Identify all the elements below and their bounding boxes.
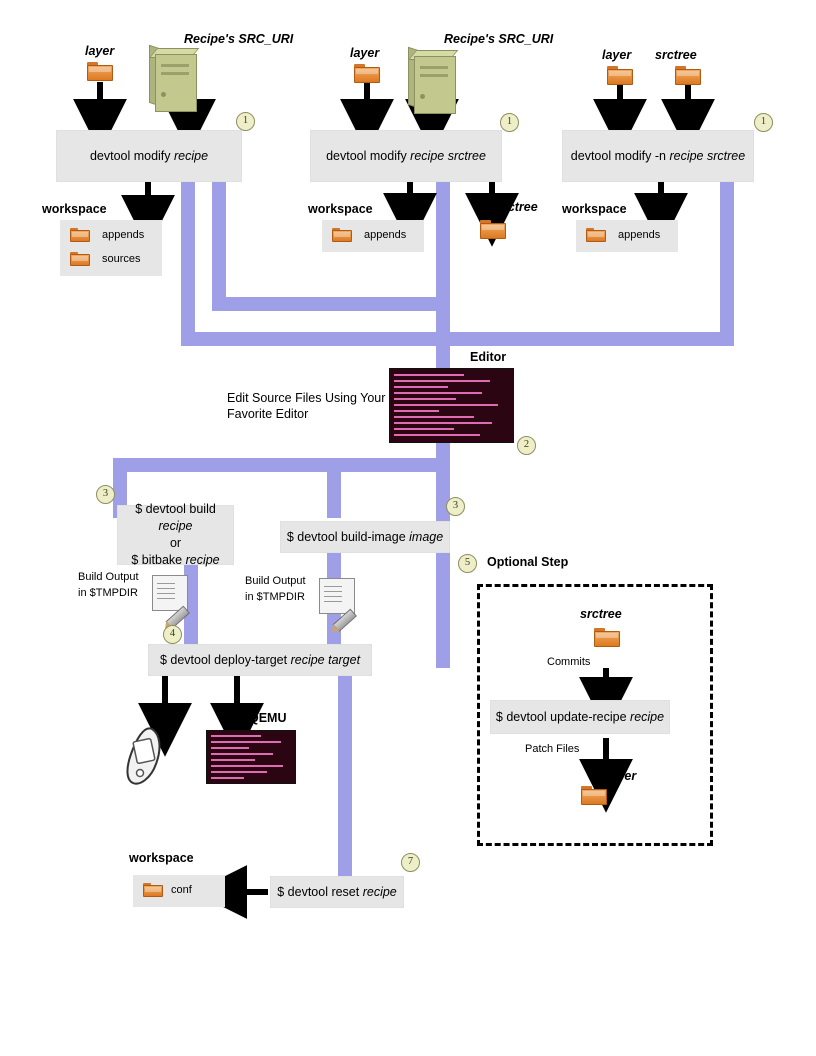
- col2-command-box[interactable]: [310, 130, 502, 182]
- col1-layer-label: layer: [85, 44, 115, 58]
- optional-step-label: Optional Step: [487, 555, 569, 569]
- flow-pipe-build-horizontal: [113, 458, 450, 472]
- build-left-step-badge: 3: [96, 485, 115, 504]
- col1-command-arg: recipe: [174, 148, 209, 163]
- reset-workspace-panel: [133, 875, 225, 907]
- build-left-command-box[interactable]: [117, 502, 234, 567]
- col1-step-badge: 1: [236, 112, 255, 131]
- col1-srcuri-label: Recipe's SRC_URI: [184, 32, 294, 46]
- optional-layer-label: layer: [607, 769, 637, 783]
- col1-appends-label: appends: [102, 229, 145, 241]
- col1-workspace-label: workspace: [42, 202, 107, 216]
- deploy-command-box[interactable]: [148, 644, 372, 676]
- optional-patch-files-label: Patch Files: [525, 743, 580, 755]
- col3-command-text: devtool modify -n: [570, 148, 670, 163]
- build-output-left-line2: in $TMPDIR: [78, 587, 138, 599]
- reset-cmd: $ devtool reset: [277, 884, 363, 899]
- col1-sources-folder-icon: [70, 252, 90, 267]
- editor-caption-line2: Favorite Editor: [227, 407, 309, 421]
- col2-srctree-folder-icon: [480, 220, 506, 239]
- flow-pipe-reset-vertical: [338, 660, 352, 892]
- col2-server-icon: [408, 50, 456, 112]
- col2-srctree-label: srctree: [496, 200, 538, 214]
- reset-conf-folder-icon: [143, 883, 163, 898]
- col3-layer-folder-icon: [607, 66, 633, 85]
- col2-workspace-panel: [322, 220, 424, 252]
- col2-srcuri-label: Recipe's SRC_URI: [444, 32, 554, 46]
- build-left-cmd1-arg: recipe: [158, 519, 193, 534]
- reset-command-box[interactable]: [270, 876, 404, 908]
- col1-layer-folder-icon: [87, 62, 113, 81]
- deploy-cmd-arg: recipe target: [290, 652, 361, 667]
- reset-conf-label: conf: [171, 884, 192, 896]
- build-image-command-box[interactable]: [280, 521, 450, 553]
- optional-layer-folder-icon: [581, 786, 607, 805]
- reset-cmd-arg: recipe: [362, 884, 397, 899]
- col3-workspace-label: workspace: [562, 202, 627, 216]
- qemu-terminal[interactable]: [206, 730, 296, 784]
- flow-pipe-col2-vertical: [212, 176, 226, 311]
- optional-cmd-arg: recipe: [630, 709, 665, 724]
- optional-commits-label: Commits: [547, 656, 591, 668]
- flow-pipe-col1-vertical: [181, 176, 195, 346]
- col3-step-badge: 1: [754, 113, 773, 132]
- deploy-cmd: $ devtool deploy-target: [159, 652, 291, 667]
- optional-srctree-folder-icon: [594, 628, 620, 647]
- col3-appends-label: appends: [618, 229, 661, 241]
- flow-pipe-build-center-down: [327, 458, 341, 518]
- editor-terminal[interactable]: [389, 368, 514, 443]
- build-left-cmd2-arg: recipe: [185, 552, 220, 567]
- col2-command-text: devtool modify: [326, 148, 411, 163]
- col3-srctree-label: srctree: [655, 48, 697, 62]
- col2-workspace-label: workspace: [308, 202, 373, 216]
- flow-pipe-build-right-down: [436, 458, 450, 668]
- build-output-right-notepad-icon: [319, 578, 355, 614]
- build-left-or: or: [169, 536, 182, 550]
- build-right-step-badge: 3: [446, 497, 465, 516]
- col1-server-icon: [149, 48, 197, 110]
- optional-update-recipe-box[interactable]: [490, 700, 670, 734]
- target-device-icon: [122, 726, 166, 788]
- col3-command-box[interactable]: [562, 130, 754, 182]
- reset-workspace-label: workspace: [129, 851, 194, 865]
- build-right-cmd: $ devtool build-image: [286, 529, 410, 544]
- optional-cmd: $ devtool update-recipe: [495, 709, 631, 724]
- col2-appends-folder-icon: [332, 228, 352, 243]
- build-left-cmd2: $ bitbake: [131, 552, 186, 567]
- col2-step-badge: 1: [500, 113, 519, 132]
- editor-title: Editor: [470, 350, 507, 364]
- build-output-right-line2: in $TMPDIR: [245, 591, 305, 603]
- build-right-cmd-arg: image: [409, 529, 444, 544]
- col1-appends-folder-icon: [70, 228, 90, 243]
- build-output-left-notepad-icon: [152, 575, 188, 611]
- editor-step-badge: 2: [517, 436, 536, 455]
- col3-layer-label: layer: [602, 48, 632, 62]
- qemu-label: QEMU: [249, 711, 287, 725]
- build-output-left-line1: Build Output: [78, 571, 139, 583]
- col2-layer-label: layer: [350, 46, 380, 60]
- editor-caption-line1: Edit Source Files Using Your: [227, 391, 386, 405]
- optional-srctree-label: srctree: [580, 607, 622, 621]
- col1-workspace-panel: [60, 220, 162, 276]
- col1-command-box[interactable]: [56, 130, 242, 182]
- deploy-step-badge: 4: [163, 625, 182, 644]
- col1-command-text: devtool modify: [89, 148, 175, 163]
- col3-srctree-folder-icon: [675, 66, 701, 85]
- optional-step-badge: 5: [458, 554, 477, 573]
- col2-command-arg: recipe srctree: [410, 148, 486, 163]
- flow-pipe-horizontal-main: [181, 332, 734, 346]
- col3-command-arg: recipe srctree: [669, 148, 746, 163]
- col3-workspace-panel: [576, 220, 678, 252]
- build-left-cmd1: $ devtool build: [135, 502, 216, 517]
- build-output-right-line1: Build Output: [245, 575, 306, 587]
- col1-sources-label: sources: [102, 253, 141, 265]
- col3-appends-folder-icon: [586, 228, 606, 243]
- reset-step-badge: 7: [401, 853, 420, 872]
- col2-layer-folder-icon: [354, 64, 380, 83]
- flow-pipe-col2-horizontal: [212, 297, 450, 311]
- col2-appends-label: appends: [364, 229, 407, 241]
- flow-pipe-col3-vertical: [720, 176, 734, 346]
